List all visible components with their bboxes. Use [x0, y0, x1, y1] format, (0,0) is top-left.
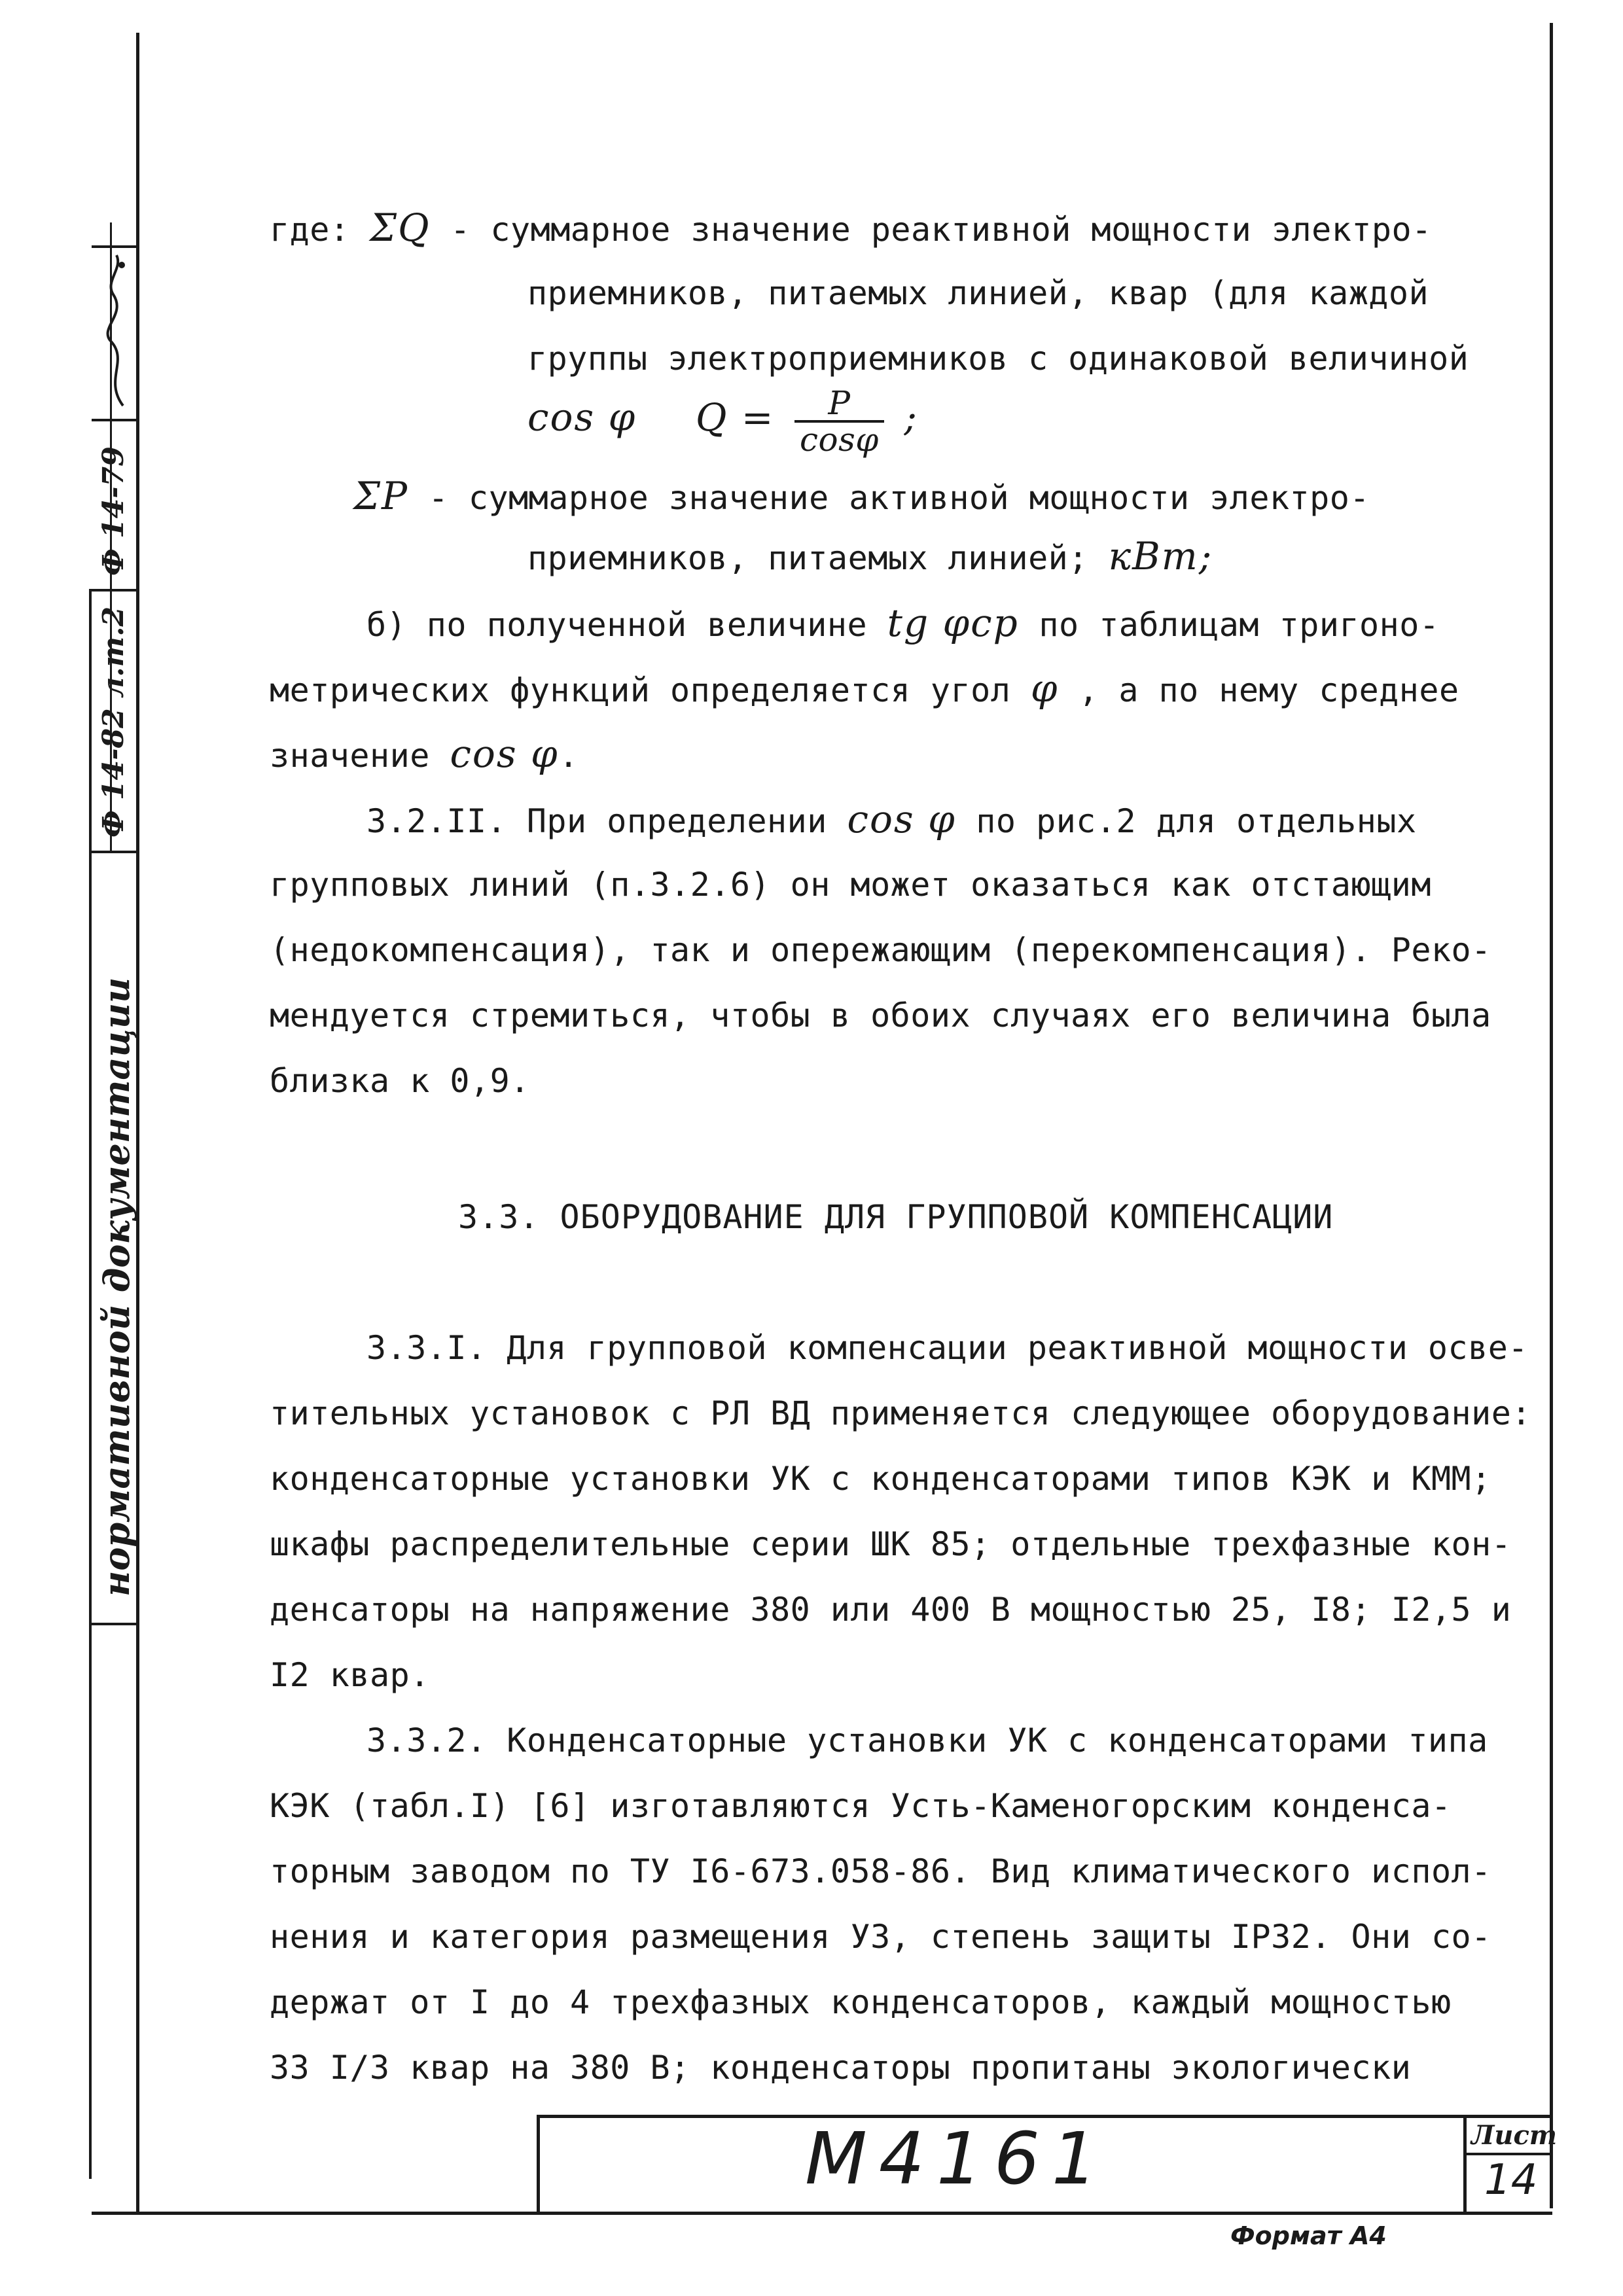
- fraction-denominator: cosφ: [800, 421, 879, 459]
- q-formula: Q =: [695, 395, 775, 440]
- body-line-22: КЭК (табл.I) [6] изготавляются Усть-Каменогорским конденса-: [270, 1787, 1452, 1825]
- sum-q-symbol: ΣQ: [370, 205, 431, 250]
- title-block-left-line: [537, 2115, 540, 2214]
- body-line-24: нения и категория размещения УЗ, степень защиты IP32. Они со-: [270, 1918, 1491, 1956]
- cos-phi-formula: cos φ: [527, 395, 637, 440]
- sidebar-divider-3: [92, 589, 139, 592]
- formula-line: cos φ Q = $\frac{P}{\cos\varphi}$ ;: [527, 384, 918, 459]
- fraction-numerator: P: [794, 386, 884, 423]
- sidebar-label: нормативной документации: [96, 977, 137, 1597]
- section-heading: 3.3. ОБОРУДОВАНИЕ ДЛЯ ГРУППОВОЙ КОМПЕНСАЦИИ: [458, 1198, 1334, 1236]
- body-line-8: метрических функций определяется угол φ , а по нему среднее: [270, 666, 1459, 711]
- body-line-18: шкафы распределительные серии ШК 85; отдельные трехфазные кон-: [270, 1525, 1512, 1563]
- body-line-23: торным заводом по ТУ I6-673.058-86. Вид климатического испол-: [270, 1852, 1491, 1890]
- unit-kw: кВт;: [1108, 534, 1213, 578]
- cos-phi-inline: cos φ: [847, 797, 956, 841]
- body-line-11: групповых линий (п.3.2.6) он может оказаться как отстающим: [270, 866, 1431, 904]
- body-line-13: мендуется стремиться, чтобы в обоих случаях его величина была: [270, 997, 1491, 1034]
- body-line-5: ΣP - суммарное значение активной мощности электро-: [353, 474, 1370, 518]
- body-line-2: приемников, питаемых линией, квар (для каждой: [527, 274, 1429, 312]
- title-block-sheet-divider: [1463, 2153, 1551, 2155]
- title-block-sheet-line: [1463, 2115, 1467, 2214]
- format-label: Формат А4: [1230, 2221, 1387, 2250]
- sidebar-divider-5: [92, 1623, 139, 1625]
- document-number: M4161: [805, 2117, 1109, 2200]
- sidebar-outer-line: [89, 589, 92, 2179]
- body-line-10: 3.2.II. При определении cos φ по рис.2 для отдельных: [366, 797, 1417, 841]
- body-line-14: близка к 0,9.: [270, 1062, 530, 1100]
- cos-phi-symbol: cos φ: [450, 732, 559, 776]
- sheet-number: 14: [1484, 2156, 1538, 2204]
- sum-p-symbol: ΣP: [353, 474, 409, 518]
- sidebar-divider-2: [92, 419, 139, 421]
- body-line-25: держат от I до 4 трехфазных конденсаторов, каждый мощностью: [270, 1983, 1452, 2021]
- body-line-26: 33 I/3 квар на 380 В; конденсаторы пропитаны экологически: [270, 2049, 1412, 2087]
- sidebar-stamp-2: Ф 14-79: [97, 446, 130, 576]
- body-line-16: тительных установок с РЛ ВД применяется следующее оборудование:: [270, 1394, 1531, 1432]
- phi-symbol: φ: [1030, 666, 1059, 711]
- body-line-12: (недокомпенсация), так и опережающим (перекомпенсация). Реко-: [270, 931, 1491, 969]
- body-line-15: 3.3.I. Для групповой компенсации реактивной мощности осве-: [366, 1329, 1528, 1367]
- body-line-1: где: ΣQ - суммарное значение реактивной мощности электро-: [270, 205, 1432, 250]
- body-line-17: конденсаторные установки УК с конденсаторами типов КЭК и КММ;: [270, 1460, 1491, 1498]
- sidebar-stamp-1: Ф 14-82 л.т.2: [97, 606, 130, 838]
- sidebar-divider-1: [92, 245, 139, 248]
- body-line-3: группы электроприемников с одинаковой величиной: [527, 340, 1469, 378]
- body-line-21: 3.3.2. Конденсаторные установки УК с конденсаторами типа: [366, 1722, 1488, 1759]
- bottom-border-line: [92, 2212, 1552, 2215]
- body-line-20: I2 квар.: [270, 1656, 430, 1694]
- right-border-line: [1550, 23, 1553, 2208]
- tg-phi-formula: tg φср: [887, 601, 1019, 645]
- q-fraction: [794, 386, 884, 457]
- body-line-6: приемников, питаемых линией; кВт;: [527, 534, 1213, 578]
- sheet-label: Лист: [1471, 2120, 1558, 2151]
- sidebar-signature: [97, 249, 134, 412]
- body-line-19: денсаторы на напряжение 380 или 400 В мощностью 25, I8; I2,5 и: [270, 1591, 1512, 1629]
- body-line-9: значение cos φ.: [270, 732, 579, 776]
- sidebar-divider-4: [92, 851, 139, 853]
- body-line-7: б) по полученной величине tg φср по таблицам тригоно-: [366, 601, 1440, 645]
